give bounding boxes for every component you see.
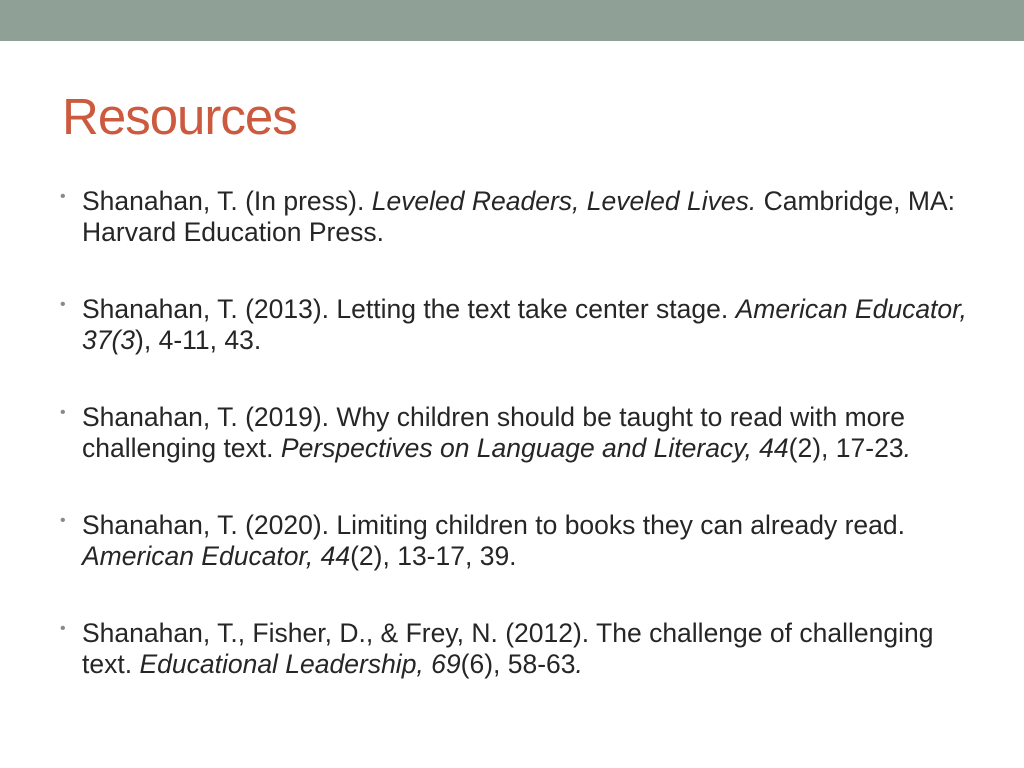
reference-text (82, 618, 933, 679)
reference-part: ), 4-11, 43. (135, 325, 262, 355)
top-accent-bar (0, 0, 1024, 41)
reference-part: Shanahan, T. (2020). Limiting children to books they can already read. (82, 510, 905, 540)
bullet-icon: • (60, 620, 66, 637)
bullet-icon: • (60, 188, 66, 205)
reference-item (60, 294, 980, 356)
reference-italic-part: American Educator, 37(3 (82, 294, 967, 355)
reference-part: Shanahan, T. (2019). Why children should be taught to read with more challenging text. (82, 402, 905, 463)
reference-italic-part: Educational Leadership, 69 (139, 649, 461, 679)
reference-italic-part: Perspectives on Language and Literacy, 44 (280, 433, 789, 463)
reference-part: Shanahan, T., Fisher, D., & Frey, N. (2012). The challenge of challenging text. (82, 618, 934, 679)
reference-part: (2), 13-17, 39. (350, 541, 517, 571)
reference-italic-part: . (575, 649, 583, 679)
bullet-icon: • (60, 296, 66, 313)
reference-italic-part: . (903, 433, 911, 463)
reference-item (60, 402, 980, 464)
reference-part: (2), 17-23 (788, 433, 904, 463)
bullet-icon: • (60, 404, 66, 421)
reference-part: Cambridge, MA: Harvard Education Press. (82, 186, 956, 247)
reference-item (60, 510, 980, 572)
reference-text (82, 294, 967, 355)
reference-part: (6), 58-63 (460, 649, 576, 679)
reference-text (82, 402, 911, 463)
reference-italic-part: American Educator, 44 (82, 541, 351, 571)
reference-text (82, 510, 905, 571)
bullet-icon: • (60, 512, 66, 529)
slide-title: Resources (62, 88, 297, 145)
reference-italic-part: Leveled Readers, Leveled Lives. (371, 186, 757, 216)
reference-item (60, 186, 980, 248)
reference-text (82, 186, 955, 247)
reference-item (60, 618, 980, 680)
reference-part: Shanahan, T. (2013). Letting the text take center stage. (82, 294, 736, 324)
reference-list (60, 186, 980, 726)
reference-part: Shanahan, T. (In press). (82, 186, 372, 216)
